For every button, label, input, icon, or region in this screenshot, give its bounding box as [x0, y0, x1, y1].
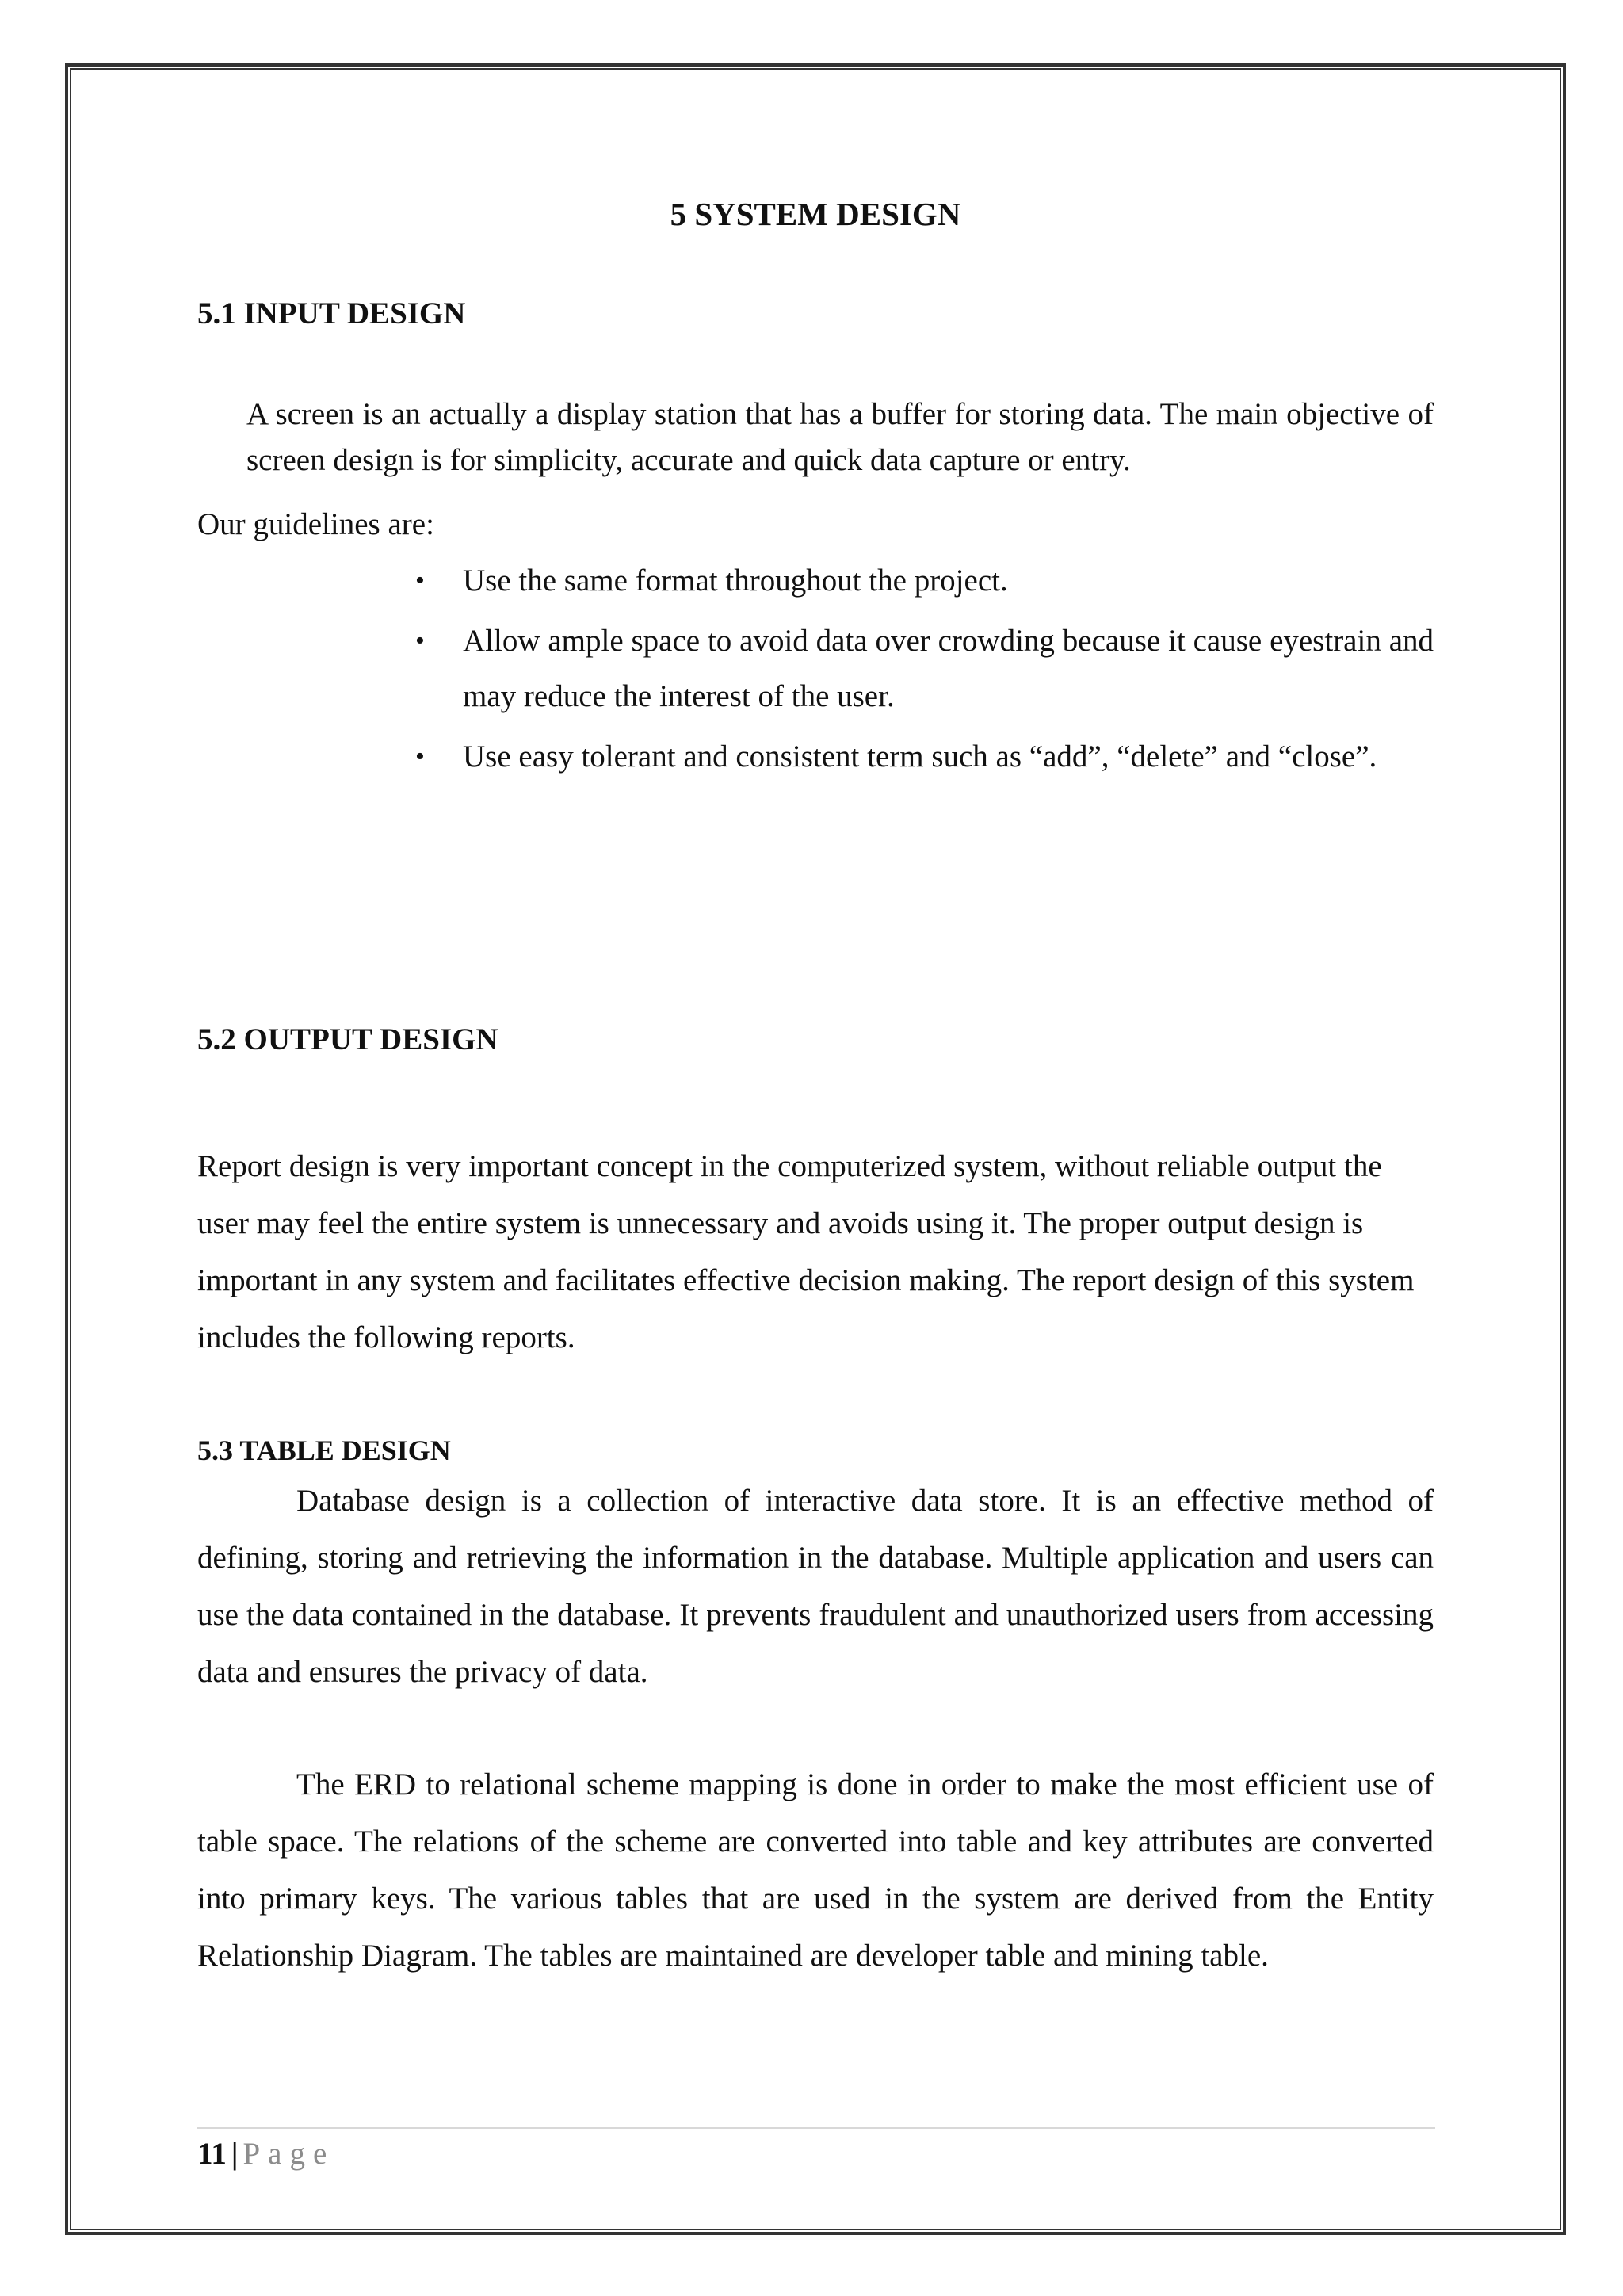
page-footer: [197, 2132, 334, 2176]
guideline-text: Allow ample space to avoid data over crowding because it cause eyestrain and may reduce the interest of the user.: [463, 624, 1434, 713]
footer-divider: [197, 2127, 1435, 2129]
page-title: 5 SYSTEM DESIGN: [670, 196, 961, 232]
input-design-paragraph: A screen is an actually a display station that has a buffer for storing data. The main objective of screen design is for simplicity, accurate and quick data capture or entry.: [246, 397, 1434, 477]
bullet-icon: •: [415, 626, 425, 655]
table-design-paragraph-2: The ERD to relational scheme mapping is done in order to make the most efficient use of table space. The relations of the scheme are converted into table and key attributes are converted into primary keys. The various tables that are used in the system are derived from the Entity Relationship Diagram. The tables are maintained are developer table and mining table.: [197, 1767, 1434, 1973]
guidelines-intro: Our guidelines are:: [197, 507, 434, 541]
input-design-heading: 5.1 INPUT DESIGN: [197, 296, 466, 330]
page-number: 11: [197, 2137, 227, 2171]
output-design-paragraph: Report design is very important concept in the computerized system, without reliable output the user may feel the entire system is unnecessary and avoids using it. The proper output design is important in any system and facilitates effective decision making. The report design of this system includes the following reports.: [197, 1149, 1415, 1354]
bullet-icon: •: [415, 566, 425, 595]
guideline-item: [415, 729, 1434, 785]
table-design-heading: 5.3 TABLE DESIGN: [197, 1435, 451, 1466]
guideline-item: [415, 613, 1434, 724]
guideline-item: [415, 553, 1434, 609]
guideline-text: Use the same format throughout the project.: [463, 563, 1008, 598]
footer-separator: |: [231, 2137, 239, 2171]
output-design-heading: 5.2 OUTPUT DESIGN: [197, 1022, 498, 1056]
bullet-icon: •: [415, 742, 425, 771]
page-label: Page: [242, 2137, 335, 2171]
guidelines-list: [415, 553, 1434, 789]
table-design-paragraph-1: Database design is a collection of interactive data store. It is an effective method of defining, storing and retrieving the information in the database. Multiple application and users can use the data contained in the database. It prevents fraudulent and unauthorized users from accessing data and ensures the privacy of data.: [197, 1484, 1434, 1689]
guideline-text: Use easy tolerant and consistent term such as “add”, “delete” and “close”.: [463, 739, 1377, 774]
